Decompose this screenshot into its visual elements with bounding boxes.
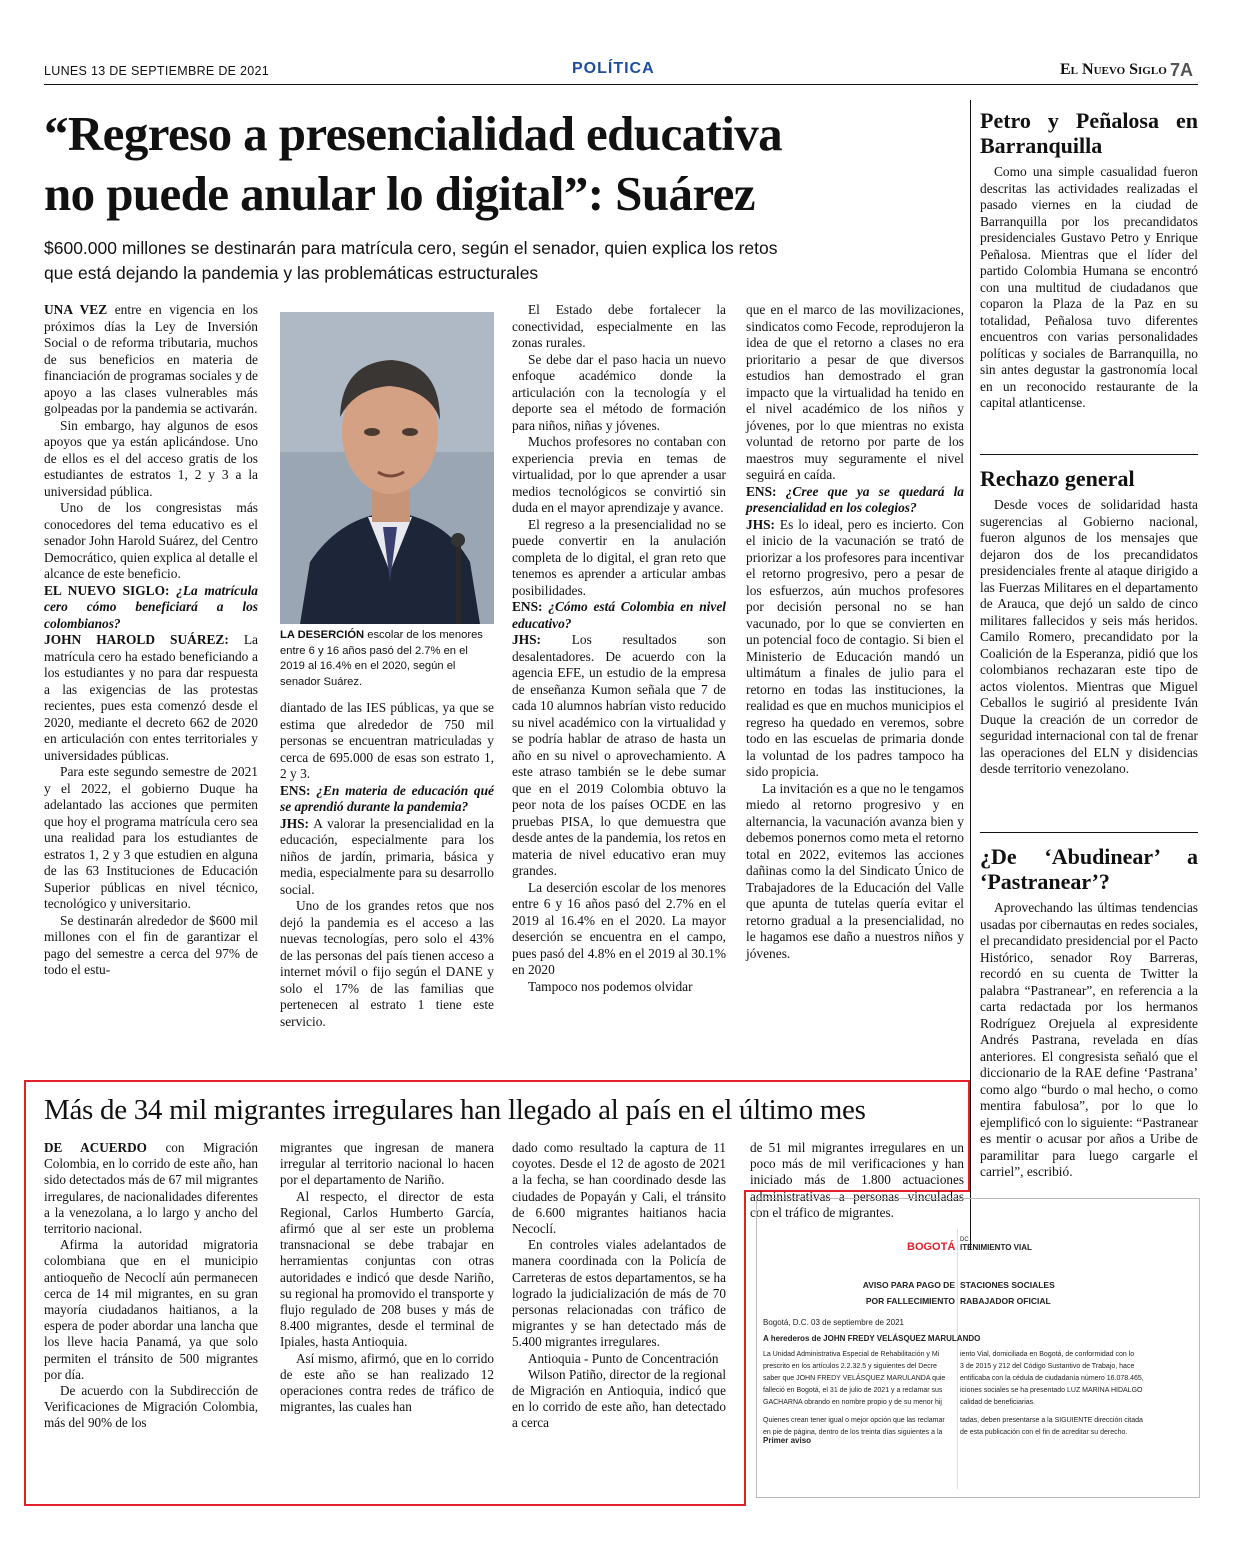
paragraph-text: entre en vigencia en los próximos días la Ley de Inversión Social o de reforma tributaria, muchos de sus beneficios en materia de financiación de programas sociales y de apoyo a las clases vulnerables más golpeadas por la pandemia se activarán. [44, 302, 258, 416]
frame-right-top [968, 1080, 970, 1192]
page-number: 7A [1170, 60, 1194, 80]
notice-entity: ITENIMIENTO VIAL [960, 1243, 1032, 1252]
lead-in: UNA VEZ [44, 302, 108, 317]
notice-heirs: A herederos de JOHN FREDY VELÁSQUEZ MARULANDO [763, 1334, 981, 1343]
interview-answer [512, 632, 726, 880]
notice-line: Quienes crean tener igual o mejor opción que las reclamar [763, 1417, 945, 1424]
caption-lead: LA DESERCIÓN [280, 629, 365, 641]
interview-answer [44, 632, 258, 764]
article-lead-paragraph [44, 302, 258, 418]
newspaper-name: El Nuevo Siglo [1060, 61, 1167, 78]
paragraph: Afirma la autoridad migratoria colombiana que en el municipio antioqueño de Necoclí aún permanecen cerca de 14 mil migrantes, en su gran mayoría ciudadanos haitianos, a la espera de poder abordar una lancha que los lleve hacia Panamá, ya que solo permiten el tránsito de 500 migrantes por día. [44, 1237, 258, 1382]
subhead-line-2: que está dejando la pandemia y las problemáticas estructurales [44, 263, 539, 283]
question-speaker: ENS: [746, 483, 777, 499]
headline-line-1: “Regreso a presencialidad educativa [44, 106, 783, 161]
paragraph: El regreso a la presencialidad no se puede convertir en la anulación completa de lo digital, el gran reto que tenemos es aprender a articular ambas posibilidades. [512, 516, 726, 598]
notice-line: 3 de 2015 y 212 del Código Sustantivo de Trabajo, hace [960, 1363, 1135, 1370]
notice-line: saber que JOHN FREDY VELÁSQUEZ MARULANDA quie [763, 1375, 946, 1382]
notice-line: de esta publicación con el fin de acreditar su derecho. [960, 1429, 1128, 1436]
migrants-column-4 [750, 1140, 964, 1220]
notice-title-line: STACIONES SOCIALES [960, 1280, 1055, 1290]
lead-paragraph [44, 1140, 258, 1237]
answer-text: Es lo ideal, pero es incierto. Con el inicio de la vacunación se trató de priorizar a los profesores para incentivar el retorno progresivo, pero a pesar de los esfuerzos, aún muchos profesores por decisión personal no se han vacunado, por lo que se convierten en un potencial foco de contagio. Si bien el Ministerio de Educación mandó un ultimátum a finales de julio para el retorno en todas las instituciones, la realidad es que en muchos municipios el regreso ha quedado en veremos, sobre todo en las escuelas de primaria donde la voluntad de los padres tampoco ha sido propicia. [746, 516, 964, 779]
main-subhead [44, 236, 964, 286]
paragraph: Antioquia - Punto de Concentración [528, 1350, 719, 1366]
sidebar-rule [980, 832, 1198, 833]
headline-line-2: no puede anular lo digital”: Suárez [44, 166, 755, 221]
lead-in: DE ACUERDO [44, 1140, 147, 1155]
article-column-3 [512, 302, 726, 1062]
frame-bottom [24, 1504, 746, 1506]
sidebar-rule [980, 454, 1198, 455]
paragraph: Sin embargo, hay algunos de esos apoyos que ya están aplicándose. Uno de ellos es el del acceso gratis de los estudiantes de estratos 1, 2 y 3 a la universidad pública. [44, 417, 258, 499]
paragraph: migrantes que ingresan de manera irregular al territorio nacional lo hacen por el departamento de Nariño. [280, 1140, 494, 1188]
paragraph: En controles viales adelantados de manera coordinada con la Policía de Carreteras de estos departamentos, se ha logrado la judicialización de más de 70 personas relacionadas con tráfico de migrantes y se han detectado más de 5.400 migrantes irregulares. [512, 1237, 726, 1350]
paragraph: Tampoco nos podemos olvidar [528, 978, 693, 994]
notice-line: falleció en Bogotá, el 31 de julio de 2021 y a reclamar sus [763, 1387, 943, 1394]
caption-text: escolar de los menores entre 6 y 16 años pasó del 2.7% en el 2019 al 16.4% en el 2020, según el senador Suárez. [280, 629, 483, 688]
sidebar-brief-2 [980, 466, 1198, 778]
paragraph: De acuerdo con la Subdirección de Verificaciones de Migración Colombia, más del 90% de los [44, 1383, 258, 1431]
notice-title-left [757, 1277, 955, 1309]
answer-text: La matrícula cero ha estado beneficiando a los estudiantes y no para dar respuesta a las exigencias de las protestas recientes, pues esta comenzó desde el 2020, mediante el decreto 662 de 2020 en articulación con entes territoriales y universidades públicas. [44, 632, 258, 763]
question-text: ¿En materia de educación qué se aprendió durante la pandemia? [280, 782, 494, 814]
notice-line: en pie de página, dentro de los treinta días siguientes a la [763, 1429, 943, 1436]
sidebar-brief-1 [980, 108, 1198, 412]
paragraph: Al respecto, el director de esta Regional, Carlos Humberto García, afirmó que al ser este un problema transnacional se debe trabajar en herramientas conjuntas con otras autoridades e indicó que desde Nariño, su regional ha promovido el transporte y flujo regulado de 208 buses y más de 8.400 migrantes, desde el terminal de Ipiales, hasta Antioquia. [280, 1188, 494, 1350]
migrants-column-1 [44, 1140, 258, 1496]
notice-line: iento Vial, domiciliada en Bogotá, de conformidad con lo [960, 1351, 1135, 1358]
migrants-column-2 [280, 1140, 494, 1496]
notice-title-line: AVISO PARA PAGO DE [862, 1280, 955, 1290]
notice-first-aviso: Primer aviso [763, 1436, 812, 1445]
section-label: POLÍTICA [572, 60, 655, 77]
paragraph: Uno de los grandes retos que nos dejó la pandemia es el acceso a las nuevas tecnologías, pero solo el 43% de las personas del país tienen acceso a internet móvil o fijo según el DANE y solo el 17% de las familias que pertenecen al estrato 1 tiene este servicio. [280, 898, 494, 1029]
page-date: LUNES 13 DE SEPTIEMBRE DE 2021 [44, 64, 270, 78]
notice-line: GACHARNA obrando en nombre propio y de su menor hij [763, 1399, 942, 1406]
paragraph: que en el marco de las movilizaciones, sindicatos como Fecode, reprodujeron la idea de que el retorno a clases no era prioritario a pesar de que diversos estudios han demostrado el gran impacto que la virtualidad ha tenido en el nivel académico de los niños y jóvenes, por lo que mientras no exista voluntad de retorno por parte de los maestros muy seguramente el nivel seguirá en caída. [746, 302, 964, 482]
question-text: ¿Cómo está Colombia en nivel educativo? [512, 599, 726, 631]
notice-line: La Unidad Administrativa Especial de Rehabilitación y Mi [763, 1351, 940, 1358]
migrants-column-3 [512, 1140, 726, 1496]
subhead-line-1: $600.000 millones se destinarán para matrícula cero, según el senador, quien explica los retos [44, 238, 778, 258]
interview-answer [280, 816, 494, 899]
brief-title: Petro y Peñalosa en Barranquilla [980, 108, 1198, 158]
interview-question [512, 599, 726, 632]
answer-speaker: JHS: [280, 815, 310, 831]
paragraph: diantado de las IES públicas, ya que se estima que alrededor de 750 mil personas se encuentran matriculadas y cerca de 695.000 de esas son estrato 1, 2 y 3. [280, 700, 494, 781]
notice-title-line: RABAJADOR OFICIAL [960, 1296, 1051, 1306]
paragraph: Se destinarán alrededor de $600 mil millones con el fin de garantizar el pago del semestre a cerca del 97% de todo el estu- [44, 912, 258, 977]
notice-line: calidad de beneficiarias. [960, 1399, 1036, 1406]
question-text: ¿La matrícula cero cómo beneficiará a los colombianos? [44, 582, 258, 631]
notice-body-right [960, 1349, 1196, 1439]
paragraph: Muchos profesores no contaban con experiencia previa en temas de virtualidad, por lo que aprender a usar medios tecnológicos se convirtió sin duda en el mayor aprendizaje y avance. [512, 434, 726, 515]
paragraph: El Estado debe fortalecer la conectividad, especialmente en las zonas rurales. [512, 302, 726, 350]
migrants-headline: Más de 34 mil migrantes irregulares han llegado al país en el último mes [44, 1094, 866, 1126]
paragraph-text: con Migración Colombia, en lo corrido de este año, han sido detectados más de 67 mil migrantes irregulares, de nacionalidades diferentes a la venezolana, a lo largo y ancho del territorio nacional. [44, 1140, 258, 1237]
article-column-1 [44, 302, 258, 1062]
answer-speaker: JHS: [512, 632, 542, 647]
notice-entity-small: DC [960, 1237, 969, 1243]
interview-question [746, 484, 964, 517]
sidebar-brief-3 [980, 844, 1198, 1181]
question-text: ¿Cree que ya se quedará la presencialidad en los colegios? [746, 483, 964, 515]
frame-right-bottom [744, 1190, 746, 1506]
question-speaker: ENS: [280, 782, 311, 798]
notice-line: prescrito en los artículos 2.2.32.5 y siguientes del Decre [763, 1363, 937, 1370]
brief-text: Como una simple casualidad fueron descritas las actividades realizadas el pasado viernes en la ciudad de Barranquilla por los precandidatos presidenciales Gustavo Petro y Enrique Peñalosa. Mientras que el líder del partido Colombia Humana se encontró con una multitud de ciudadanos que coparon la Plaza de la Paz en su totalidad, Peñalosa tuvo diferentes encuentros con varias personalidades políticas y sociales de Barranquilla, no sin antes degustar la gastronomía local en un reconocido restaurante de la capital atlanticense. [980, 164, 1198, 410]
brief-text: Desde voces de solidaridad hasta sugerencias al Gobierno nacional, fueron algunos de los mensajes que dejaron dos de los precandidatos presidenciales frente al ataque dirigido a las Fuerzas Militares en el departamento de Arauca, que dejó un saldo de cinco militares fallecidos y seis más heridos. Camilo Romero, precandidato por la Coalición de la Esperanza, pidió que los colombianos rechazaran este tipo de actos violentos. Mientras que Miguel Ceballos le sugirió al presidente Iván Duque la creación de un corredor de seguridad internacional con tal de frenar las operaciones del ELN y disidencias desde territorio venezolano. [980, 497, 1198, 776]
notice-line: iciones sociales se ha presentado LUZ MARINA HIDALGO [960, 1387, 1143, 1394]
notice-title-line: POR FALLECIMIENTO [865, 1296, 955, 1306]
answer-speaker: JOHN HAROLD SUÁREZ: [44, 632, 229, 647]
answer-speaker: JHS: [746, 516, 776, 532]
notice-body-left [763, 1349, 959, 1439]
paragraph: dado como resultado la captura de 11 coyotes. Desde el 12 de agosto de 2021 a la fecha, se han coordinado desde las ciudades de Popayán y Cali, el tránsito de 6.600 migrantes haitianos hacia Necoclí. [512, 1140, 726, 1237]
interview-answer [746, 517, 964, 781]
answer-text: A valorar la presencialidad en la educación, especialmente para los niños de jardín, primaria, básica y media, especialmente para su desarrollo social. [280, 815, 494, 897]
main-headline [44, 104, 964, 224]
brief-title: ¿De ‘Abudinear’ a ‘Pastranear’? [980, 844, 1198, 894]
notice-date: Bogotá, D.C. 03 de septiembre de 2021 [763, 1318, 904, 1327]
paragraph: Así mismo, afirmó, que en lo corrido de este año se han realizado 12 operaciones contra redes de tráfico de migrantes, las cuales han [280, 1350, 494, 1415]
article-column-2 [280, 700, 494, 1062]
brief-title: Rechazo general [980, 466, 1135, 491]
paragraph: La invitación es a que no le tengamos miedo al retorno progresivo y en alternancia, la vacunación avanza bien y debemos ponernos como meta el retorno total en 2022, evitemos las acciones dañinas como la del Sindicato Único de Trabajadores de la Educación del Valle que apunta de tutelas quería evitar el retorno gradual a la presencialidad, no le hagamos ese daño a nuestros niños y jóvenes. [746, 780, 964, 961]
paragraph: Para este segundo semestre de 2021 y el 2022, el gobierno Duque ha adelantado las acciones que permiten que hoy el programa matrícula cero sea una realidad para los estudiantes de estratos 1, 2 y 3 que estudien en alguna de las 63 Instituciones de Educación Superior públicas en nivel técnico, tecnológico y universitario. [44, 764, 258, 911]
notice-title-right [960, 1277, 1055, 1309]
answer-text: Los resultados son desalentadores. De acuerdo con la agencia EFE, un estudio de la empresa de enseñanza Kumon señala que 7 de cada 10 alumnos habrían visto reducido su nivel académico con la virtualidad y se podría hablar de atraso de hasta un año en su nivel o aprovechamiento. A este atraso también se le debe sumar que en el 2019 Colombia obtuvo la peor nota de los países OCDE en las pruebas PISA, lo que demuestra que desde antes de la pandemia, los retos en materia de nivel educativo eran muy grandes. [512, 632, 726, 878]
header-rule [44, 84, 1198, 85]
paragraph: Uno de los congresistas más conocedores del tema educativo es el senador John Harold Suárez, del Centro Democrático, quien explica al detalle el alcance de este beneficio. [44, 500, 258, 581]
brief-text: Aprovechando las últimas tendencias usadas por cibernautas en redes sociales, el precandidato presidencial por el Pacto Histórico, senador Roy Barreras, recordó en su cuenta de Twitter la palabra “Pastranear”, en referencia a la carta redactada por los hermanos Rodríguez Orejuela al expresidente Andrés Pastrana, revelada en días anteriores. El congresista señaló que el diccionario de la RAE define ‘Pastrana’ como algo “burdo o mal hecho, o como mentira fabulosa”, por lo que lo ejemplificó con lo siguiente: “Pastranear es mentir o acusar por años a Uribe de paramilitar para luego cargarle el carriel”, escribió. [980, 900, 1198, 1179]
photo-caption [280, 628, 490, 690]
paragraph: Wilson Patiño, director de la regional de Migración en Antioquia, indicó que en lo corrido de este año, han detectado a cerca [512, 1366, 726, 1431]
legal-notice [756, 1198, 1200, 1498]
article-column-4 [746, 302, 964, 1062]
sidebar-divider [970, 100, 971, 1250]
question-speaker: EL NUEVO SIGLO: [44, 582, 170, 598]
notice-line: tadas, deben presentarse a la SIGUIENTE dirección citada [960, 1417, 1143, 1424]
notice-line: entificaba con la cédula de ciudadanía número 16.078.465, [960, 1375, 1144, 1382]
interview-question [44, 583, 258, 633]
paragraph: Se debe dar el paso hacia un nuevo enfoque académico donde la articulación con la tecnología y el deporte sea el método de formación para niños, niñas y jóvenes. [512, 351, 726, 433]
interview-question [280, 783, 494, 816]
question-speaker: ENS: [512, 599, 543, 614]
senator-photo [280, 312, 494, 624]
paragraph: de 51 mil migrantes irregulares en un poco más de mil verificaciones y han iniciado más de 1.800 actuaciones administrativas a personas vinculadas con el tráfico de migrantes. [750, 1140, 964, 1220]
bogota-logo: BOGOTÁ [907, 1241, 956, 1253]
portrait-illustration [280, 312, 494, 624]
paragraph: La deserción escolar de los menores entre 6 y 16 años pasó del 2.7% en el 2019 al 16.4% en el 2020. La mayor deserción se encuentra en el campo, pues pasó del 4.8% en el 2019 al 30.1% en 2020 [512, 879, 726, 977]
